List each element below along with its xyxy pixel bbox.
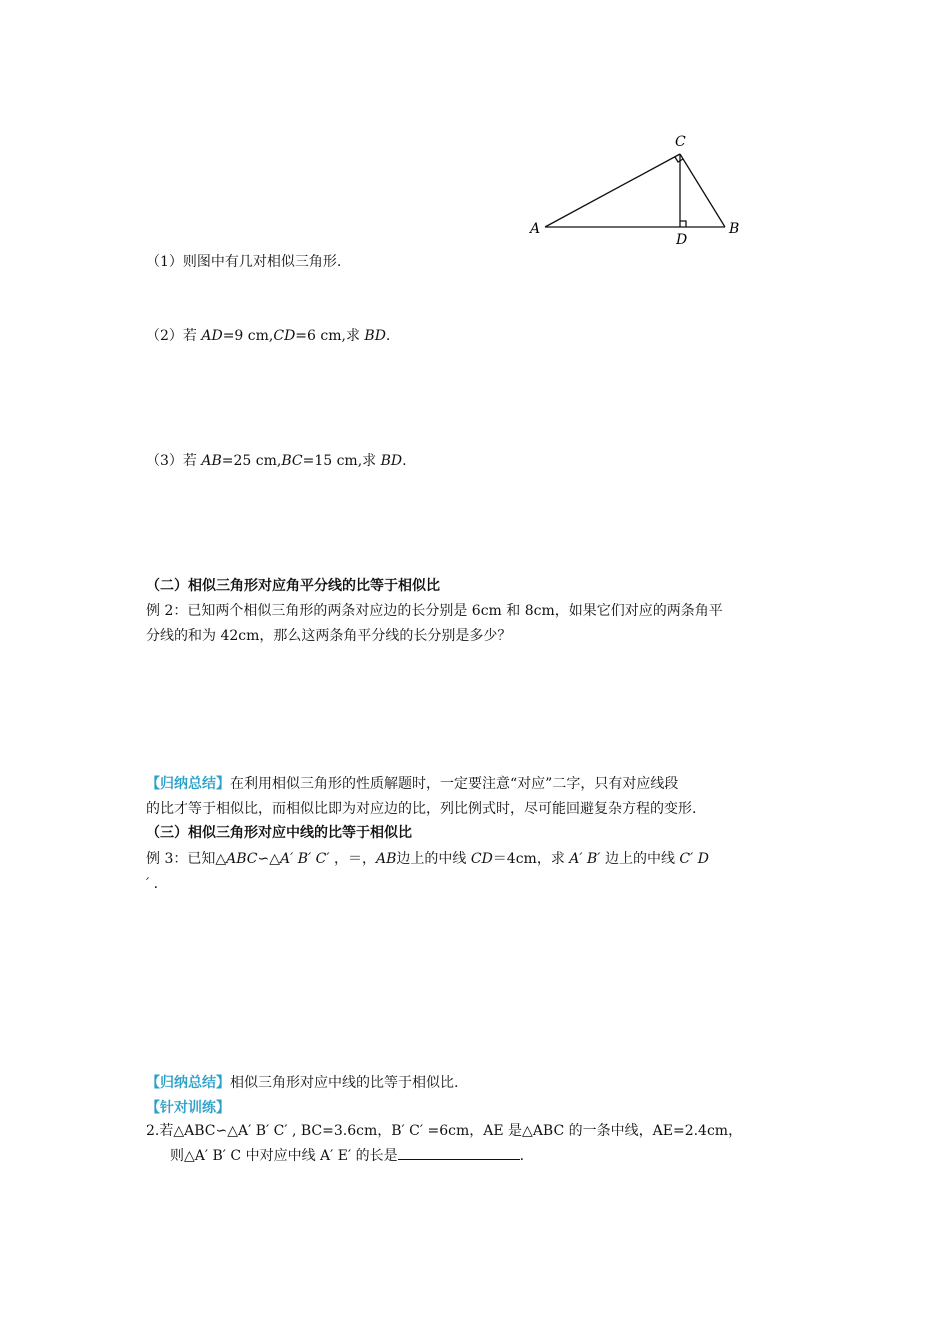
training-tag: 【针对训练】 (146, 1100, 230, 1116)
segment-cb (680, 154, 725, 227)
example-3-line-1: 例 3：已知△ABC∽△A′ B′ C′ ，＝，AB边上的中线 CD＝4cm，求 A′ B′ 边上的中线 C′ D (146, 851, 709, 867)
training-question-line-2: 则△A′ B′ C 中对应中线 A′ E′ 的长是 . (170, 1145, 524, 1166)
example-3-line-2: ′ . (146, 876, 159, 892)
summary-1-line-2: 的比才等于相似比，而相似比即为对应边的比，列比例式时，尽可能回避复杂方程的变形. (146, 801, 697, 817)
triangle-figure (0, 0, 950, 260)
question-1: （1）则图中有几对相似三角形. (146, 254, 342, 270)
summary-tag: 【归纳总结】 (146, 1075, 230, 1091)
summary-2: 【归纳总结】相似三角形对应中线的比等于相似比. (146, 1075, 459, 1091)
answer-blank[interactable] (398, 1145, 520, 1160)
label-b: B (729, 221, 740, 237)
section-2-heading: （二）相似三角形对应角平分线的比等于相似比 (146, 578, 440, 594)
question-3: （3）若 AB=25 cm,BC=15 cm,求 BD. (146, 453, 407, 469)
segment-ac (545, 154, 680, 227)
example-2-line-2: 分线的和为 42cm，那么这两条角平分线的长分别是多少？ (146, 628, 512, 644)
right-angle-mark-d (680, 221, 686, 227)
label-d: D (676, 232, 688, 248)
example-2-line-1: 例 2：已知两个相似三角形的两条对应边的长分别是 6cm 和 8cm，如果它们对应的两条角平 (146, 603, 723, 619)
question-2: （2）若 AD=9 cm,CD=6 cm,求 BD. (146, 328, 391, 344)
training-question-line-1: 2.若△ABC∽△A′ B′ C′ , BC=3.6cm，B′ C′ =6cm，AE 是△ABC 的一条中线，AE=2.4cm， (146, 1123, 743, 1139)
summary-1-line-1: 【归纳总结】在利用相似三角形的性质解题时，一定要注意“对应”二字，只有对应线段 (146, 776, 679, 792)
section-3-heading: （三）相似三角形对应中线的比等于相似比 (146, 825, 412, 841)
label-a: A (530, 221, 541, 237)
label-c: C (675, 134, 686, 150)
summary-tag: 【归纳总结】 (146, 776, 230, 792)
